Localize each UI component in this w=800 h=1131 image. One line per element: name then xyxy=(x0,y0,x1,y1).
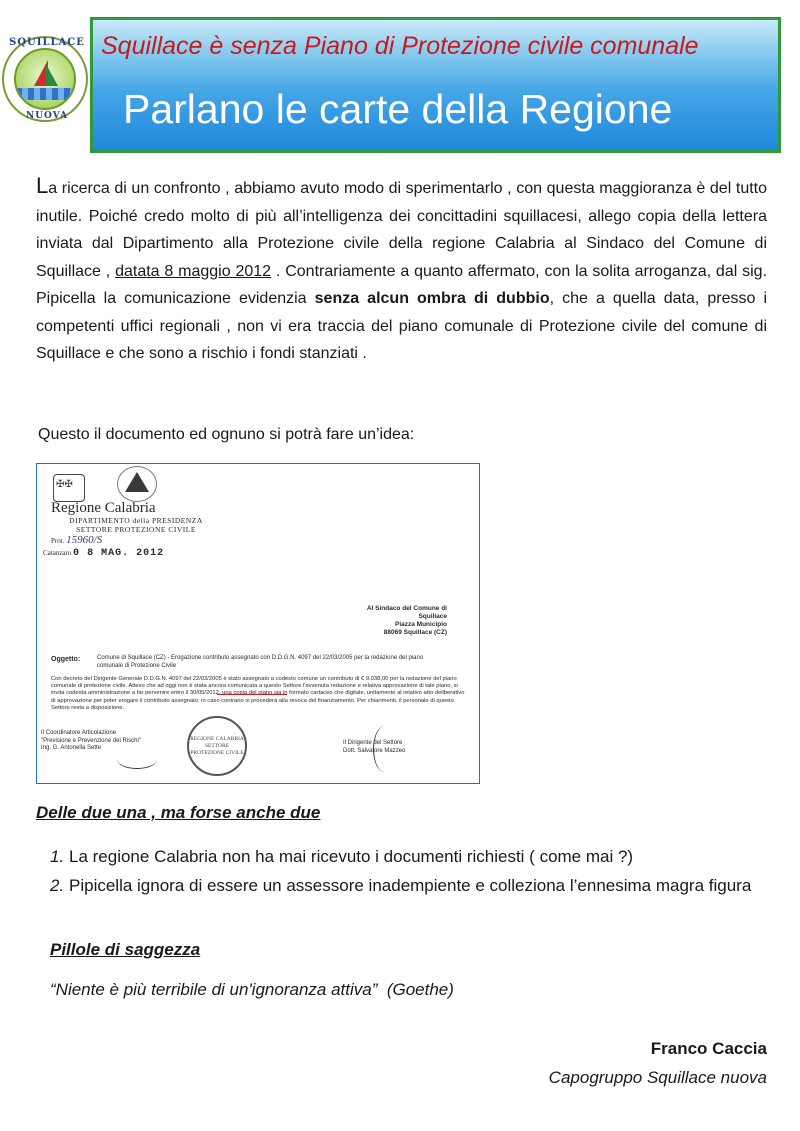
red-underline xyxy=(217,694,287,695)
letter-department-2: SETTORE PROTEZIONE CIVILE xyxy=(76,525,196,534)
intro-line: Questo il documento ed ognuno si potrà fare un’idea: xyxy=(38,426,415,443)
header-title: Parlano le carte della Regione xyxy=(123,86,673,132)
paragraph-part-2: . Contrariamente a quanto affermato, con la solita arroganza, dal sig. Pipicella la comunicazione evidenzia xyxy=(36,262,768,307)
pills-heading: Pillole di saggezza xyxy=(50,940,201,959)
paragraph-part-3: , che a quella data, presso i competenti uffici regionali , non vi era traccia del piano comunale di Protezione civile del comune di Squillace e che sono a rischio i fondi stanziati . xyxy=(36,290,767,362)
signer-left-name: Ing. G. Antonella Sette xyxy=(41,745,102,751)
letter-address-2: Squillace xyxy=(418,613,447,620)
scanned-letter xyxy=(36,463,480,784)
numbered-list xyxy=(50,843,770,900)
letter-department-1: DIPARTIMENTO della PRESIDENZA xyxy=(69,516,203,525)
letter-date-line xyxy=(43,548,164,559)
letter-address xyxy=(327,605,447,637)
letter-city: Catanzaro xyxy=(43,549,72,557)
logo-top-text: SQUILLACE xyxy=(9,37,85,48)
emphasis-text: senza alcun ombra di dubbio xyxy=(314,290,550,307)
section-heading: Delle due una , ma forse anche due xyxy=(36,803,321,822)
letter-address-1: Al Sindaco del Comune di xyxy=(366,605,447,612)
list-item xyxy=(50,872,770,901)
author-name: Franco Caccia xyxy=(650,1039,767,1058)
green-sail-shape xyxy=(46,64,58,86)
letter-prot-value: 15960/S xyxy=(66,534,103,546)
letter-date-text: datata 8 maggio 2012 xyxy=(115,262,272,280)
header-subtitle: Squillace è senza Piano di Protezione civile comunale xyxy=(101,32,699,60)
signer-right-title: Il Dirigente del Settore xyxy=(343,740,403,746)
region-crest-icon xyxy=(53,474,85,502)
letter-body: Con decreto del Dirigente Generale D.D.G.N. 4097 del 22/03/2005 è stato assegnato a codesto comune un contributo di € 9.038,00 per la redazione del piano comunale di protezione civile. Atteso che ad oggi non è stata ancora comunicata a questo Settore l'avvenuta redazione e relativa approvazione di tale piano, si invita codesta amministrazione a far pervenire entro il 30/05/2012, una copia del piano sia in formato cartaceo che digitale, unitamente al relativo atto deliberativo di approvazione per poter erogare il contributo assegnato; in caso contrario si procederà alla revoca del finanziamento. Per chiarimenti, il personale di questo Settore resta a disposizione. xyxy=(51,676,465,711)
logo xyxy=(2,36,88,122)
list-number: 1. xyxy=(50,847,65,866)
letter-date: 0 8 MAG. 2012 xyxy=(73,548,165,559)
letter-prot-label: Prot. xyxy=(51,537,65,545)
list-number: 2. xyxy=(50,875,65,895)
letter-protocol xyxy=(51,534,102,546)
author-role: Capogruppo Squillace nuova xyxy=(548,1068,767,1087)
paragraph-part-1: a ricerca di un confronto , abbiamo avuto modo di sperimentarlo , con questa maggioranza è del tutto inutile. Poiché credo molto di più all’intelligenza dei concittadini squillacesi, allego copia della lettera inviata dal Dipartimento alla Protezione civile della regione Calabria al Sindaco del Comune di Squillace , xyxy=(36,180,767,280)
letter-region: Regione Calabria xyxy=(51,500,156,516)
list-item xyxy=(50,843,770,872)
letter-address-3: Piazza Municipio xyxy=(394,621,447,628)
letter-subject-label: Oggetto: xyxy=(51,656,81,663)
official-stamp: REGIONE CALABRIA SETTORE PROTEZIONE CIVILE xyxy=(187,716,247,776)
letter-address-4: 88069 Squillace (CZ) xyxy=(383,629,447,636)
drop-cap: L xyxy=(36,173,49,198)
signer-left-title: Il Coordinatore Articolazione xyxy=(41,730,117,736)
list-item-text: La regione Calabria non ha mai ricevuto i documenti richiesti ( come mai ?) xyxy=(69,847,634,866)
article-paragraph xyxy=(36,172,767,368)
signature-scribble-left xyxy=(117,750,157,769)
list-item-text: Pipicella ignora di essere un assessore inadempiente e colleziona l’ennesima magra figura xyxy=(69,875,752,895)
signer-right-name: Dott. Salvatore Mazzeo xyxy=(343,747,406,754)
signer-left-office: "Previsione e Prevenzione dei Rischi" xyxy=(41,737,141,744)
letter-subject: Comune di Squillace (CZ) - Erogazione contributo assegnato con D.D.G.N. 4097 del 22/03/2005 per la redazione del piano comunale di Protezione Civile xyxy=(97,655,424,669)
logo-emblem xyxy=(14,48,76,110)
signature-scribble-right xyxy=(373,726,396,772)
letter-department xyxy=(51,516,221,534)
logo-bottom-text: NUOVA xyxy=(25,111,69,121)
civil-protection-logo-icon xyxy=(125,472,149,492)
header-banner xyxy=(90,17,781,153)
waves-shape xyxy=(16,88,76,100)
quote: “Niente è più terribile di un'ignoranza attiva” (Goethe) xyxy=(50,980,454,999)
